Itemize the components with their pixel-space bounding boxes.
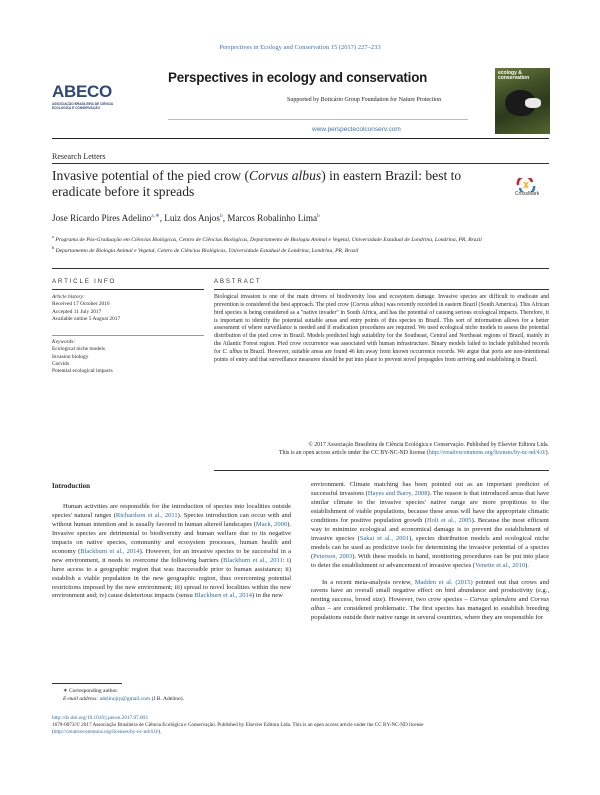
citation-link[interactable]: Blackburn et al., 2014: [80, 547, 140, 555]
abstract-species: C. albus: [222, 348, 243, 355]
citation-link[interactable]: Mack, 2000: [255, 520, 288, 528]
body-column-left: [52, 481, 291, 601]
author-sup[interactable]: a,∗: [151, 213, 160, 219]
history-divider: [52, 335, 204, 336]
text-run: ).: [525, 561, 529, 569]
license-link[interactable]: http://creativecommons.org/licenses/by-nc-nd/4.0/: [428, 449, 546, 456]
footer-license-pre: (: [52, 729, 54, 736]
affiliation-item: [52, 233, 547, 244]
footer-license: [52, 729, 549, 736]
text-run: Human activities are responsible for the introduction of species into localities outside species' natural ranges (: [52, 502, 291, 519]
citation-link[interactable]: Madden et al. (2015): [414, 578, 473, 586]
title-part2: ) in eastern Brazil: best to eradicate before it spreads: [52, 168, 462, 199]
text-run: ). With these models in hand, monitoring procedures can be put into place to deter the establishment or advancement of invasive species (: [311, 552, 549, 569]
title-species: Corvus albus: [249, 168, 322, 183]
citation-link[interactable]: Sakai et al., 2001: [359, 534, 410, 542]
introduction-heading: Introduction: [52, 482, 90, 490]
cover-title: ecology & conservation: [498, 70, 530, 82]
keyword-item: Potential ecological impacts: [52, 368, 113, 375]
section-label: Research Letters: [52, 152, 106, 161]
text-run: In a recent meta-analysis review,: [322, 578, 415, 586]
support-line: Supported by Boticário Group Foundation for Nature Protection: [287, 97, 442, 103]
article-info-rule: [52, 289, 204, 290]
section-divider: [52, 163, 549, 164]
citation-link[interactable]: Peterson, 2003: [313, 552, 353, 560]
footer-license-link[interactable]: http://creativecommons.org/licenses/by-nc-nd/4.0/: [53, 729, 159, 736]
abstract-species: Corvus albus: [352, 301, 384, 308]
affiliation-sup: b: [52, 245, 55, 251]
copyright-line: © 2017 Associação Brasileira de Ciência Ecológica e Conservação. Published by Elsevier Editora Ltda.: [308, 442, 549, 448]
citation-link[interactable]: Blackburn et al., 2011: [223, 556, 283, 564]
history-online: Available online 5 August 2017: [52, 315, 121, 322]
abstract-part: ) was recently recorded in eastern Brazil (South America). This African bird species is being considered as a "native invader" in South Africa, and has the potential of causing serious ecological impacts. Therefore, it is important to identify the potential suitable areas and entry points of this species in Brazil. This sort of information allows for a better assessment of where surveillance is needed and if eradication procedures are required. We used ecological niche models to assess the potential distribution of the pied crow in Brazil. Models predicted high suitability for the Southeast, Central and Northeast regions of Brazil, mainly in the Atlantic Forest region. Pied crow occurrence was associated with human infrastructure. Binary models failed to include published records for: [214, 301, 549, 355]
affiliation-item: [52, 244, 547, 255]
page-footer: [52, 715, 549, 737]
abstract-part: in Brazil. However, suitable areas are found 46 km away from known occurrence records. We argue that ports are non-intentional points of entry and that surveillance measures should be put into place to prevent novel propagules from arriving and establishing in Brazil.: [214, 348, 550, 363]
affiliation-sup: a: [52, 234, 54, 239]
body-column-right: [311, 481, 549, 623]
article-history: [52, 294, 204, 323]
history-accepted: Accepted 11 July 2017: [52, 308, 102, 315]
email-link[interactable]: adelinojrp@gmail.com: [99, 695, 151, 702]
corresponding-author: ∗ Corresponding author.: [63, 688, 119, 694]
email-label: E-mail address:: [63, 695, 100, 702]
text-run: environment. Climate matching has been pointed out as an important predictor of successful invasions (: [311, 481, 549, 497]
crossmark-label: CrossMark: [514, 191, 540, 197]
text-run: ). Because the most efficient way to minimize ecological and economical damage is to prevent the establishment of invasive species (: [311, 516, 549, 542]
abstract-heading: ABSTRACT: [214, 278, 262, 285]
keyword-item: Invasion biology: [52, 353, 89, 360]
affiliation-divider: [52, 268, 549, 269]
author-sep: ,: [159, 213, 165, 224]
email-suffix: (J.R. Adelino).: [150, 695, 184, 702]
footnote: [52, 688, 292, 703]
affiliation-text: Programa de Pós-Graduação em Ciências Biológicas, Centro de Ciências Biológicas, Departamento de Biologia Animal e Vegetal, Universidade Estadual de Londrina, Londrina, PR, Brazil: [55, 236, 482, 243]
author-sup[interactable]: b: [219, 213, 223, 219]
crossmark-icon: [516, 178, 536, 192]
crow-breast: [525, 98, 541, 108]
footer-license-post: ).: [158, 729, 162, 736]
body-paragraph: [311, 481, 549, 571]
logo-subtitle: ASSOCIAÇÃO BRASILEIRA DE CIÊNCIA ECOLÓGICA E CONSERVAÇÃO: [52, 102, 114, 110]
journal-url[interactable]: www.perspectecolconserv.com: [312, 126, 401, 133]
history-heading: Article history:: [52, 294, 85, 300]
abeco-logo: [52, 82, 124, 132]
logo-name: ABECO: [52, 82, 112, 101]
affiliation-text: Departamento de Biologia Animal e Vegetal, Centro de Ciências Biológicas, Universidade Estadual de Londrina, Londrina, PR, Brazil: [55, 248, 359, 255]
crossmark-badge[interactable]: [503, 178, 551, 200]
header-divider: [168, 119, 468, 120]
email-line: [52, 696, 292, 704]
journal-citation[interactable]: Perspectives in Ecology and Conservation 15 (2017) 227–233: [219, 44, 381, 51]
keywords: [52, 339, 204, 375]
author-name: Jose Ricardo Pires Adelino: [52, 213, 152, 224]
history-received: Received 17 October 2016: [52, 301, 110, 308]
text-run: ). However, for an invasive species to be successful in a new environment, it needs to overcome the following barriers (: [52, 547, 291, 564]
author-sep: ,: [222, 213, 228, 224]
article-info-heading: ARTICLE INFO: [52, 278, 117, 285]
species-name: Corvus splendens: [469, 596, 517, 604]
abstract-end-rule: [214, 470, 549, 471]
article-title: [52, 168, 482, 200]
affiliations: [52, 233, 547, 256]
header-rule: [52, 138, 549, 139]
text-run: pointed out that crows and ravens have an overall small negative effect on bird abundance and productivity (e.g., nesting success, brood size). However, two crow species –: [311, 578, 549, 604]
citation-link[interactable]: Holt et al., 2005: [426, 516, 472, 524]
author-name: Luiz dos Anjos: [164, 213, 220, 224]
license-pre: This is an open access article under the CC BY-NC-ND license (: [278, 449, 429, 456]
text-run: ) in the new: [252, 592, 283, 600]
text-run: – are considered problematic. The first species has managed to establish breeding populations outside their native range in several countries, where they are responsible for: [311, 605, 549, 622]
citation-link[interactable]: Richardson et al., 2011: [115, 511, 178, 519]
keywords-heading: Keywords:: [52, 339, 76, 345]
journal-title: Perspectives in ecology and conservation: [168, 70, 428, 85]
title-part1: Invasive potential of the pied crow (: [52, 168, 250, 183]
license-post: ).: [545, 449, 549, 456]
author-sup[interactable]: b: [317, 213, 320, 219]
text-run: ), species distribution models and ecological niche models can be used as predictive tools for determining the invasive potential of a species (: [311, 534, 549, 560]
keyword-item: Corvids: [52, 360, 70, 367]
citation-link[interactable]: Hayes and Barry, 2008: [367, 489, 428, 497]
abstract-text: [214, 294, 549, 365]
footer-copyright: 1679-0073/© 2017 Associação Brasileira de Ciência Ecológica e Conservação. Published by Elsevier Editora Ltda. This is an open access article under the CC BY-NC-ND license: [52, 722, 424, 729]
citation-link[interactable]: Blackburn et al., 2014: [194, 592, 253, 600]
abstract-rule: [214, 289, 549, 290]
citation-link[interactable]: Venette et al., 2010: [475, 561, 526, 569]
doi-link[interactable]: http://dx.doi.org/10.1016/j.pecon.2017.07.003: [52, 715, 148, 721]
text-run: ). Invasive species are detrimental to biodiversity and human welfare due to its negative impacts on native species, community and ecosystem processes, human health and economy (: [52, 520, 291, 555]
text-run: ). The reason is that introduced areas that have similar climate to the invasive species' native range are more propitious to the establishment of viable populations, because these areas will have the appropriate climatic conditions for positive population growth (: [311, 489, 549, 524]
footnote-rule: [52, 683, 122, 684]
author-list: [52, 213, 320, 223]
author-name: Marcos Robalinho Lima: [227, 213, 318, 224]
journal-cover-image: [495, 68, 550, 134]
copyright-notice: [214, 442, 549, 458]
intro-paragraph: [52, 503, 291, 601]
text-run: : i) have access to a geographic region that was inaccessible prior to human assistance; ii) establish a viable population in the new geographic region, thus overcoming potential restrictions imposed by the new environment; iii) spread to novel localities within the new environment and; iv) cause deleterious impacts (sensu: [52, 556, 291, 600]
body-paragraph: [311, 579, 549, 624]
abstract-part: Biological invasion is one of the main drivers of biodiversity loss and ecosystem damage. Invasive species are difficult to eradicate and prevention is considered the best approach. The pied crow (: [214, 294, 549, 308]
keyword-item: Ecological niche models: [52, 346, 105, 353]
species-name: Corvus albus: [311, 596, 549, 613]
license-line: [214, 450, 549, 458]
text-run: and: [516, 596, 531, 604]
text-run: ). Species introduction can occur with and without human intention and is usually favored in human altered landscapes (: [52, 511, 291, 528]
